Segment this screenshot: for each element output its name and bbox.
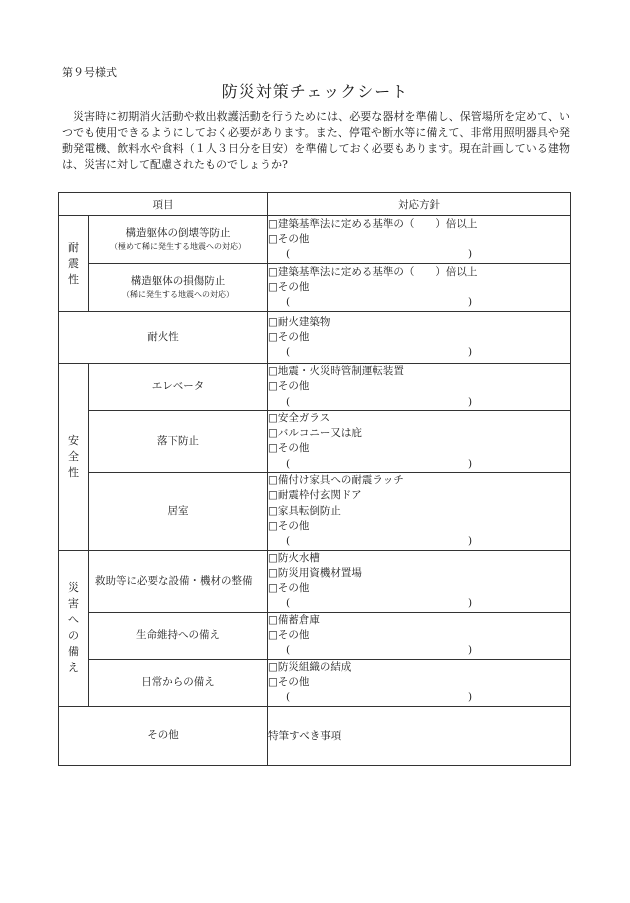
item-subtitle: （稀に発生する地震への対応） [122, 290, 234, 299]
page-title: 防災対策チェックシート [221, 82, 409, 101]
item-label: 耐火性 [59, 312, 268, 364]
checkbox-option[interactable]: □防災用資機材置場 [268, 566, 362, 579]
checkbox-option[interactable]: □建築基準法に定める基準の（ ）倍以上 [268, 217, 478, 230]
checkbox-option[interactable]: □その他 [268, 380, 310, 393]
checkbox-option[interactable]: □備蓄倉庫 [268, 613, 320, 626]
intro-paragraph: 災害時に初期消火活動や救出救護活動を行うためには、必要な器材を準備し、保管場所を定めて、いつでも使用できるようにしておく必要があります。また、停電や断水等に備えて、非常用照明器具や発動発電機、飲料水や食料（１人３日分を目安）を準備しておく必要もあります。現在計画している建物は、災害に対して配慮されたものでしょうか? [62, 110, 570, 171]
checkbox-option[interactable]: □その他 [268, 629, 310, 642]
option-list [268, 216, 571, 264]
option-list [268, 550, 571, 612]
checkbox-option[interactable]: □防火水槽 [268, 551, 320, 564]
item-label: 生命維持への備え [89, 612, 268, 659]
table-row [59, 550, 571, 612]
item-label: 日常からの備え [89, 659, 268, 706]
table-row [59, 312, 571, 364]
option-list [268, 364, 571, 411]
table-header-row [59, 193, 571, 216]
fill-in-field[interactable]: ( ) [286, 691, 473, 704]
header-item: 項目 [59, 193, 268, 216]
checkbox-option[interactable]: □その他 [268, 330, 310, 343]
item-label: 落下防止 [89, 410, 268, 472]
notes-label: 特筆すべき事項 [268, 729, 342, 742]
checkbox-option[interactable]: □その他 [268, 675, 310, 688]
table-row [59, 264, 571, 312]
table-row [59, 364, 571, 411]
header-policy: 対応方針 [268, 193, 571, 216]
check-table [58, 192, 571, 766]
table-row [59, 612, 571, 659]
form-number: 第９号様式 [62, 66, 117, 79]
table-row [59, 410, 571, 472]
option-list [268, 410, 571, 472]
fill-in-field[interactable]: ( ) [286, 597, 473, 610]
checkbox-option[interactable]: □耐震枠付玄関ドア [268, 489, 362, 502]
item-label: 居室 [89, 473, 268, 550]
fill-in-field[interactable]: ( ) [286, 296, 473, 309]
fill-in-field[interactable]: ( ) [286, 644, 473, 657]
checkbox-option[interactable]: □その他 [268, 519, 310, 532]
item-label: エレベータ [89, 364, 268, 411]
item-title: 構造躯体の倒壊等防止 [125, 227, 231, 239]
option-list [268, 473, 571, 550]
fill-in-field[interactable]: ( ) [286, 535, 473, 548]
group-anzen: 安 全 性 [59, 364, 89, 551]
checkbox-option[interactable]: □その他 [268, 280, 310, 293]
option-list [268, 659, 571, 706]
checkbox-option[interactable]: □その他 [268, 582, 310, 595]
checkbox-option[interactable]: □バルコニー又は庇 [268, 427, 362, 440]
table-row [59, 659, 571, 706]
checkbox-option[interactable]: □安全ガラス [268, 411, 331, 424]
group-saigai: 災 害 へ の 備 え [59, 550, 89, 706]
checkbox-option[interactable]: □防災組織の結成 [268, 660, 352, 673]
fill-in-field[interactable]: ( ) [286, 395, 473, 408]
item-label: 救助等に必要な設備・機材の整備 [89, 550, 268, 612]
item-label [89, 264, 268, 312]
checkbox-option[interactable]: □備付け家具への耐震ラッチ [268, 474, 404, 487]
checkbox-option[interactable]: □家具転倒防止 [268, 504, 341, 517]
fill-in-field[interactable]: ( ) [286, 346, 473, 359]
item-subtitle: （極めて稀に発生する地震への対応） [110, 242, 246, 251]
special-notes[interactable] [268, 706, 571, 765]
table-row [59, 216, 571, 264]
fill-in-field[interactable]: ( ) [286, 457, 473, 470]
option-list [268, 612, 571, 659]
item-label: その他 [59, 706, 268, 765]
table-row [59, 706, 571, 765]
item-title: 構造躯体の損傷防止 [130, 275, 226, 287]
item-label [89, 216, 268, 264]
table-row [59, 473, 571, 550]
group-taishin: 耐 震 性 [59, 216, 89, 312]
checkbox-option[interactable]: □地震・火災時管制運転装置 [268, 365, 404, 377]
checkbox-option[interactable]: □その他 [268, 232, 310, 245]
option-list [268, 312, 571, 364]
checkbox-option[interactable]: □その他 [268, 442, 310, 455]
checkbox-option[interactable]: □建築基準法に定める基準の（ ）倍以上 [268, 265, 478, 278]
fill-in-field[interactable]: ( ) [286, 248, 473, 261]
checkbox-option[interactable]: □耐火建築物 [268, 315, 331, 328]
option-list [268, 264, 571, 312]
